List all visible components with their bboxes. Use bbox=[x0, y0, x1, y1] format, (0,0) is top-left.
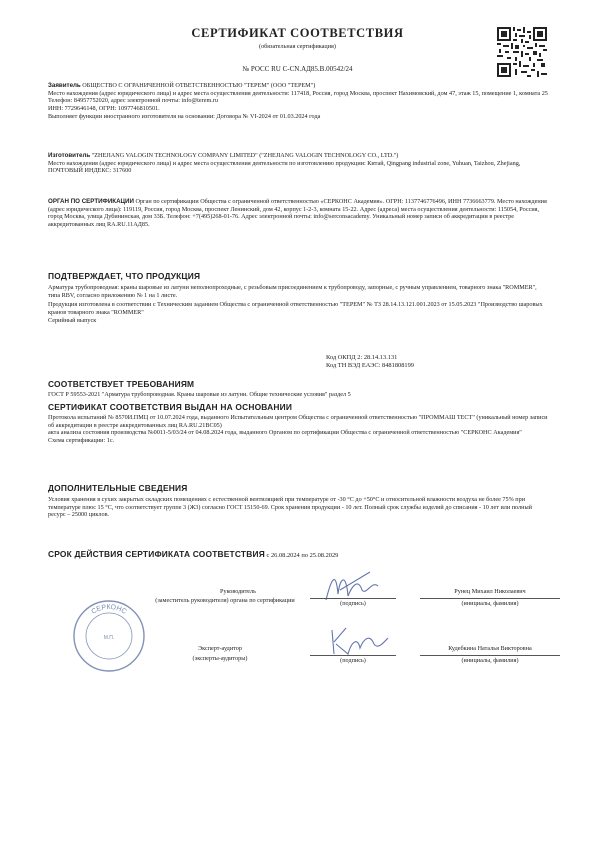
basis-block bbox=[48, 414, 548, 445]
validity-to: 25.08.2029 bbox=[309, 552, 339, 559]
tnved-code: Код ТН ВЭД ЕАЭС: 8481808199 bbox=[326, 362, 414, 370]
expert-signature-line bbox=[310, 655, 396, 656]
applicant-contacts: Телефон: 84957752020, адрес электронной почты: info@terem.ru bbox=[48, 97, 218, 105]
cert-body-text: Орган по сертификации Общества с ограниченной ответственностью «СЕРКОНС Академия». ОГРН: 1137746776496, ИНН 7736663779. Место нахождения (адрес юридического лица): 119119, Россия, город Москва, проспект Ленинский, дом 42, корпус 1-2-3, комната 15-22. Адрес (адреса) места осуществления деятельности: 115054, Россия, город Москва, улица Дубининская, дом 33Б. Телефон: +7(495)268-01-76. Адрес электронной почты: info@serconsacademy. Уникальный номер записи об аккредитации в реестре аккредитованных лиц RA.RU.11АД85. bbox=[48, 198, 547, 229]
expert-role-1: Эксперт-аудитор bbox=[198, 645, 242, 652]
head-signature-caption: (подпись) bbox=[340, 600, 366, 607]
validity-from: 26.08.2024 bbox=[270, 552, 300, 559]
head-name: Рунец Михаил Николаевич bbox=[454, 588, 526, 595]
cert-body-block bbox=[48, 198, 548, 229]
manufacturer-address: Место нахождения (адрес юридического лица) и адрес места осуществления деятельности по изготовлению продукции: Китай, Qingpang industrial zone, Yuhuan, Taizhou, Zhejiang, ПОЧТОВЫЙ ИНДЕКС: 317600 bbox=[48, 159, 521, 175]
expert-name-line bbox=[420, 655, 560, 656]
manufacturer-block bbox=[48, 152, 548, 175]
manufacturer-line bbox=[48, 152, 548, 160]
svg-text:СЕРКОНС: СЕРКОНС bbox=[90, 603, 128, 616]
seal-stamp-icon bbox=[72, 599, 146, 673]
head-role-2: (заместитель руководителя) органа по сертификации bbox=[155, 597, 295, 604]
applicant-address: Место нахождения (адрес юридического лица) и адрес места осуществления деятельности: 117418, Россия, город Москва, проспект Нахимовский, дом 47, этаж 15, помещение 1, комната 25 bbox=[48, 89, 548, 97]
additional-text: Условия хранения в сухих закрытых складских помещениях с естественной вентиляцией при температуре от -30 °С до +50°С и относительной влажности воздуха не более 75% при температуре плюс 15 °С, что соответствует группе 3 (Ж3) согласно ГОСТ 15150-69. Срок хранения продукции - 10 лет. Полный срок службы изделий до списания - 10 лет или полный ресурс – 25000 циклов. bbox=[48, 496, 532, 519]
qr-code-icon bbox=[497, 27, 547, 77]
applicant-name: ОБЩЕСТВО С ОГРАНИЧЕННОЙ ОТВЕТСТВЕННОСТЬЮ "ТЕРЕМ" (ООО "ТЕРЕМ") bbox=[82, 82, 316, 89]
head-name-caption: (инициалы, фамилия) bbox=[461, 600, 519, 607]
basis-heading: СЕРТИФИКАТ СООТВЕТСТВИЯ ВЫДАН НА ОСНОВАНИИ bbox=[48, 402, 293, 412]
svg-text:М.П.: М.П. bbox=[103, 635, 115, 641]
product-codes bbox=[326, 354, 414, 370]
product-heading: ПОДТВЕРЖДАЕТ, ЧТО ПРОДУКЦИЯ bbox=[48, 271, 201, 281]
head-role-1: Руководитель bbox=[220, 588, 256, 595]
validity-line bbox=[48, 549, 568, 559]
product-block bbox=[48, 284, 548, 325]
applicant-ogrn: ИНН: 7729646148, ОГРН: 1097746810501. bbox=[48, 105, 160, 113]
manufacturer-name: "ZHEJIANG VALOGIN TECHNOLOGY COMPANY LIMITED" ("ZHEJIANG VALOGIN TECHNOLOGY CO., LTD.") bbox=[91, 152, 399, 159]
basis-protocol: Протокола испытаний № 8570И.ПМЦ от 10.07.2024 года, выданного Испытательным центром Общества с ограниченной ответственностью "ПРОММАШ ТЕСТ" (уникальный номер записи об аккредитации в реестре аккредитованных лиц RA.RU.21ВС05) bbox=[48, 414, 548, 429]
validity-from-prefix: с bbox=[266, 552, 270, 559]
manufacturer-label: Изготовитель bbox=[48, 152, 91, 159]
expert-signature-caption: (подпись) bbox=[340, 657, 366, 664]
certificate-title: СЕРТИФИКАТ СООТВЕТСТВИЯ bbox=[191, 26, 404, 40]
expert-name-caption: (инициалы, фамилия) bbox=[461, 657, 519, 664]
validity-label: СРОК ДЕЙСТВИЯ СЕРТИФИКАТА СООТВЕТСТВИЯ bbox=[48, 549, 265, 559]
requirements-heading: СООТВЕТСТВУЕТ ТРЕБОВАНИЯМ bbox=[48, 379, 195, 389]
product-serial: Серийный выпуск bbox=[48, 316, 97, 324]
applicant-line bbox=[48, 82, 548, 90]
applicant-label: Заявитель bbox=[48, 82, 81, 89]
certificate-number: № РОСС RU С-CN.АД85.В.00542/24 bbox=[242, 65, 353, 73]
head-signature-line bbox=[310, 598, 396, 599]
head-name-line bbox=[420, 598, 560, 599]
expert-name: Кудебкина Наталья Викторовна bbox=[448, 645, 532, 652]
basis-scheme: Схема сертификации: 1с. bbox=[48, 437, 115, 445]
expert-signature-icon bbox=[322, 620, 392, 660]
product-produced: Продукция изготовлена в соответствии с Техническим заданием Общества с ограниченной ответственностью "ТЕРЕМ" № ТЗ 28.14.13.121.001.2023 от 15.05.2023 "Производство шаровых кранов товарного знака "ROMMER" bbox=[48, 301, 543, 317]
certificate-subtitle: (обязательная сертификация) bbox=[259, 43, 336, 50]
expert-role-2: (эксперты-аудиторы) bbox=[192, 655, 248, 662]
applicant-block bbox=[48, 82, 548, 121]
requirements-text: ГОСТ Р 59553-2021 "Арматура трубопроводная. Краны шаровые из латуни. Общие технические условия" раздел 5 bbox=[48, 391, 351, 398]
okpd-code: Код ОКПД 2: 28.14.13.131 bbox=[326, 354, 398, 361]
additional-heading: ДОПОЛНИТЕЛЬНЫЕ СВЕДЕНИЯ bbox=[48, 483, 188, 493]
product-description: Арматура трубопроводная: краны шаровые из латуни неполнопроходные, с резьбовым присоединением к трубопроводу, запорные, с ручным управлением, товарного знака "ROMMER", типа RBV, согласно приложению № 1 на 1 листе. bbox=[48, 284, 537, 299]
applicant-foreign-basis: Выполняет функции иностранного изготовителя на основании: Договора № VI-2024 от 01.03.2024 года bbox=[48, 112, 321, 120]
cert-body-label: ОРГАН ПО СЕРТИФИКАЦИИ bbox=[48, 198, 134, 205]
validity-to-prefix: по bbox=[301, 552, 308, 559]
basis-act: акта анализа состояния производства №0011-5/03/24 от 04.08.2024 года, выданного Органом по сертификации Общества с ограниченной ответственностью "СЕРКОНС Академия" bbox=[48, 429, 522, 437]
